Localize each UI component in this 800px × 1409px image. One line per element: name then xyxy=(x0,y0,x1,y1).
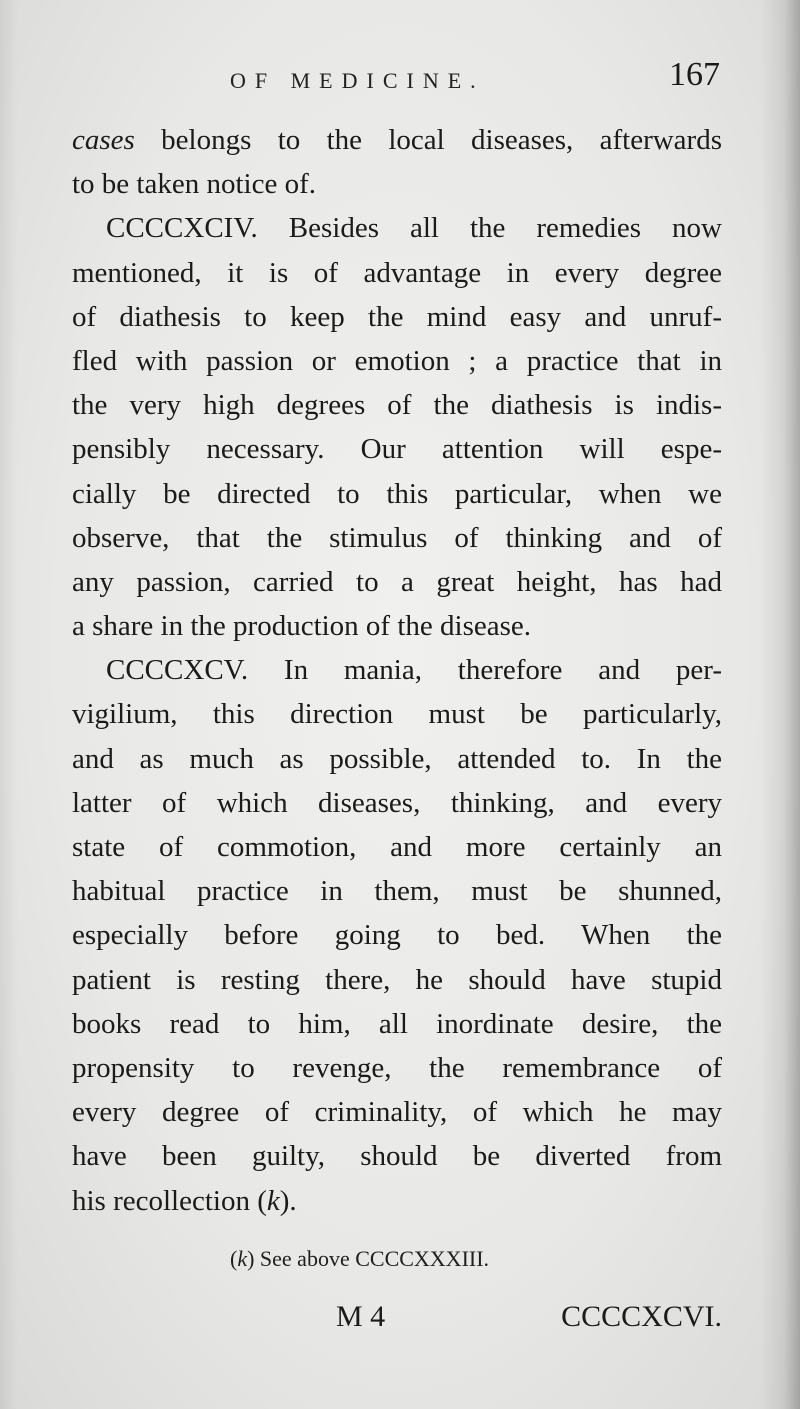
text-line: have been guilty, should be diverted from xyxy=(72,1140,722,1173)
page-edge-shadow xyxy=(760,0,800,1409)
text-line: especially before going to bed. When the xyxy=(72,919,722,952)
text-line: to be taken notice of. xyxy=(72,168,316,201)
section-start-line: CCCCXCV. In mania, therefore and per- xyxy=(106,654,722,687)
footnote: (k) See above CCCCXXXIII. xyxy=(230,1246,490,1271)
page-number: 167 xyxy=(669,56,720,93)
text-line: pensibly necessary. Our attention will espe- xyxy=(72,433,722,466)
section-start-line: CCCCXCIV. Besides all the remedies now xyxy=(106,212,722,245)
text-line: a share in the production of the disease. xyxy=(72,610,532,643)
text-line: observe, that the stimulus of thinking and of xyxy=(72,521,722,554)
text-line: state of commotion, and more certainly an xyxy=(72,831,722,863)
catchword: CCCCXCVI. xyxy=(561,1300,722,1333)
text-line: latter of which diseases, thinking, and every xyxy=(72,786,722,819)
text-line: fled with passion or emotion ; a practice that in xyxy=(72,344,722,377)
text-line: books read to him, all inordinate desire, the xyxy=(72,1007,722,1040)
body-text xyxy=(72,118,722,1223)
text-line: mentioned, it is of advantage in every degree xyxy=(72,256,722,289)
text-line: cially be directed to this particular, when we xyxy=(72,477,722,510)
text-line: his recollection (k). xyxy=(72,1184,297,1217)
footnote-marker: k xyxy=(237,1246,248,1271)
text-line: any passion, carried to a great height, has had xyxy=(72,565,722,598)
text-line: propensity to revenge, the remembrance of xyxy=(72,1051,722,1084)
gutter-shadow xyxy=(0,0,18,1409)
text-line: cases belongs to the local diseases, afterwards xyxy=(72,124,722,156)
footnote-text: See above CCCCXXXIII. xyxy=(259,1246,490,1271)
text-line: and as much as possible, attended to. In the xyxy=(72,742,722,775)
page-header xyxy=(70,56,720,106)
text-line: vigilium, this direction must be particularly, xyxy=(72,698,722,731)
text-line: every degree of criminality, of which he may xyxy=(72,1096,722,1129)
running-head: OF MEDICINE. xyxy=(230,68,485,93)
italic-word: cases xyxy=(72,124,135,156)
text-line: patient is resting there, he should have stupid xyxy=(72,963,722,996)
text-line: the very high degrees of the diathesis is indis- xyxy=(72,389,722,422)
footnote-reference: k xyxy=(266,1184,280,1217)
text-line: of diathesis to keep the mind easy and unruf- xyxy=(72,300,722,333)
signature-mark: M 4 xyxy=(336,1300,386,1333)
text-line: habitual practice in them, must be shunned, xyxy=(72,875,722,908)
